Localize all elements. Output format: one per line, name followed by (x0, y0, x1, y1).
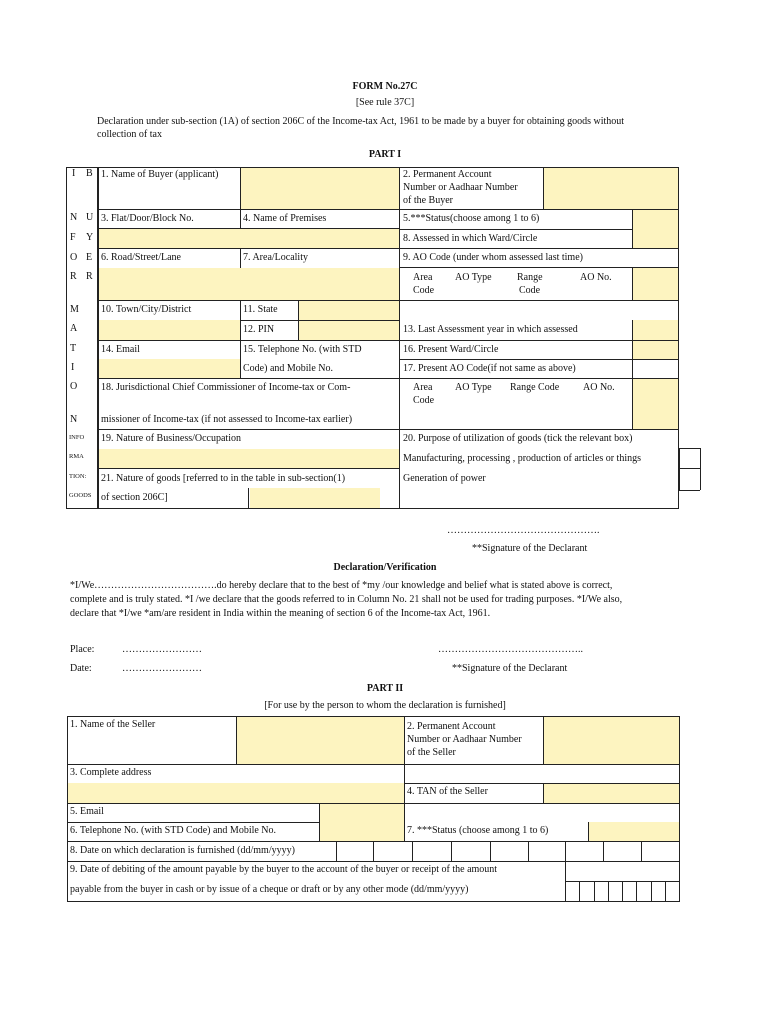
status-label: 5.***Status(choose among 1 to 6) (403, 213, 540, 224)
table-rule-line (240, 320, 399, 321)
table-rule-line (240, 300, 241, 340)
table-rule-line (298, 300, 299, 340)
present-ao-type-header: AO Type (455, 382, 492, 393)
state-label: 11. State (243, 304, 278, 315)
table-rule-line (67, 861, 680, 862)
side-label: O (70, 252, 78, 263)
side-label: TION: (69, 473, 87, 480)
premises-label: 4. Name of Premises (243, 213, 327, 224)
table-rule-line (632, 378, 633, 429)
table-rule-line (579, 881, 580, 902)
table-rule-line (622, 881, 623, 902)
telephone-label-line2: Code) and Mobile No. (243, 363, 333, 374)
telephone-label-line1: 15. Telephone No. (with STD (243, 344, 362, 355)
buyer-pan-label-line1: 2. Permanent Account (403, 169, 492, 180)
table-rule-line (67, 764, 680, 765)
present-ao-code-header: Code (413, 395, 435, 406)
ao-code-header: Code (413, 285, 435, 296)
present-ao-no-header: AO No. (583, 382, 615, 393)
table-rule-line (373, 841, 374, 861)
table-rule-line (240, 340, 241, 379)
place-field[interactable]: …………………… (122, 644, 202, 655)
table-rule-line (399, 167, 400, 509)
seller-tan-label: 4. TAN of the Seller (407, 786, 488, 797)
table-rule-line (608, 881, 609, 902)
table-rule-line (636, 881, 637, 902)
declaration-intro-line1: Declaration under sub-section (1A) of section 206C of the Income-tax Act, 1961 to be made by a buyer for obtaining goods without (97, 116, 625, 127)
table-rule-line (543, 783, 544, 803)
table-rule-line (632, 209, 633, 249)
present-range-code-header: Range Code (510, 382, 560, 393)
buyer-name-label: 1. Name of Buyer (applicant) (101, 169, 219, 180)
present-ao-label: 17. Present AO Code(if not same as above) (403, 363, 576, 374)
jurisdiction-label-line1: 18. Jurisdictional Chief Commissioner of Income-tax or Com- (101, 382, 351, 393)
seller-pan-label-line3: of the Seller (407, 747, 456, 758)
table-rule-line (98, 300, 679, 301)
debit-date-label-line2: payable from the buyer in cash or by issue of a cheque or draft or by any other mode (dd/mm/yyyy) (70, 884, 469, 895)
table-rule-line (594, 881, 595, 902)
part1-title: PART I (368, 149, 402, 160)
buyer-pan-label-line2: Number or Aadhaar Number (403, 182, 518, 193)
seller-email-label: 5. Email (70, 806, 104, 817)
side-label: M (70, 304, 79, 315)
side-label: I (71, 362, 75, 373)
side-label: GOODS (69, 492, 92, 499)
ao-area-header: Area (413, 272, 433, 283)
present-ao-area-header: Area (413, 382, 433, 393)
debit-date-label-line1: 9. Date of debiting of the amount payable by the buyer to the account of the buyer or receipt of the amount (70, 864, 498, 875)
power-checkbox[interactable] (679, 469, 701, 490)
table-rule-line (588, 822, 589, 841)
table-rule-line (240, 248, 241, 268)
rule-reference: [See rule 37C] (355, 97, 415, 108)
table-rule-line (236, 716, 237, 764)
side-label: O (70, 381, 78, 392)
side-label: A (70, 323, 78, 334)
side-label: U (86, 212, 94, 223)
side-label: R (86, 271, 93, 282)
side-label: R (70, 271, 77, 282)
ao-no-header: AO No. (580, 272, 612, 283)
table-rule-line (399, 229, 632, 230)
side-label: I (72, 168, 76, 179)
table-rule-line (319, 803, 320, 841)
date-field[interactable]: …………………… (122, 663, 202, 674)
town-label: 10. Town/City/District (101, 304, 192, 315)
table-rule-line (632, 267, 633, 300)
road-label: 6. Road/Street/Lane (101, 252, 181, 263)
table-rule-line (679, 490, 700, 491)
purpose-label: 20. Purpose of utilization of goods (tick the relevant box) (403, 433, 633, 444)
verification-line3: declare that *I/we *am/are resident in India within the meaning of section 6 of the Income-tax Act, 1961. (70, 608, 491, 619)
table-rule-line (240, 167, 241, 209)
place-label: Place: (70, 644, 95, 655)
table-rule-line (412, 841, 413, 861)
table-rule-line (632, 340, 633, 379)
part2-title: PART II (366, 683, 404, 694)
table-rule-line (528, 841, 529, 861)
declaration-date-label: 8. Date on which declaration is furnished (dd/mm/yyyy) (70, 845, 295, 856)
goods-label-line1: 21. Nature of goods [referred to in the table in sub-section(1) (101, 473, 346, 484)
goods-label-line2: of section 206C] (101, 492, 168, 503)
table-rule-line (641, 841, 642, 861)
table-rule-line (651, 881, 652, 902)
table-rule-line (632, 320, 633, 341)
range-code-header: Code (519, 285, 541, 296)
table-rule-line (565, 841, 566, 861)
table-rule-line (98, 468, 399, 469)
table-rule-line (240, 209, 241, 228)
table-rule-line (603, 841, 604, 861)
signature-label-1: **Signature of the Declarant (472, 543, 588, 554)
table-rule-line (399, 267, 679, 268)
buyer-pan-label-line3: of the Buyer (403, 195, 453, 206)
assessment-year-label: 13. Last Assessment year in which assessed (403, 324, 578, 335)
email-label: 14. Email (101, 344, 140, 355)
purpose-option-manufacturing: Manufacturing, processing , production of articles or things (403, 453, 641, 464)
present-ward-label: 16. Present Ward/Circle (403, 344, 499, 355)
signature-dots-2: …………………………………….. (438, 644, 583, 655)
seller-address-label: 3. Complete address (70, 767, 152, 778)
side-label: F (70, 232, 76, 243)
table-rule-line (399, 359, 679, 360)
verification-line1: *I/We……………………………….do hereby declare that to the best of *my /our knowledge and belief what is stated above is correct, (70, 580, 613, 591)
side-label: T (70, 343, 77, 354)
side-label: B (86, 168, 93, 179)
side-label: Y (86, 232, 94, 243)
ao-type-header: AO Type (455, 272, 492, 283)
signature-label-2: **Signature of the Declarant (452, 663, 568, 674)
part2-subtitle: [For use by the person to whom the declaration is furnished] (264, 700, 506, 711)
range-header: Range (517, 272, 543, 283)
table-rule-line (248, 488, 249, 509)
pin-label: 12. PIN (243, 324, 275, 335)
table-rule-line (98, 378, 679, 379)
declaration-intro-line2: collection of tax (97, 129, 162, 140)
table-rule-line (98, 209, 679, 210)
table-rule-line (404, 783, 680, 784)
seller-telephone-label: 6. Telephone No. (with STD Code) and Mobile No. (70, 825, 277, 836)
table-rule-line (451, 841, 452, 861)
table-rule-line (336, 841, 337, 861)
verification-line2: complete and is truly stated. *I /we declare that the goods referred to in Column No. 21 shall not be used for trading purposes. *I/We also, (70, 594, 623, 605)
table-rule-line (98, 340, 679, 341)
manufacturing-checkbox[interactable] (679, 448, 701, 469)
area-label: 7. Area/Locality (243, 252, 308, 263)
table-rule-line (98, 429, 679, 430)
verification-title: Declaration/Verification (333, 562, 437, 573)
table-rule-line (67, 803, 680, 804)
date-label: Date: (70, 663, 92, 674)
business-label: 19. Nature of Business/Occupation (101, 433, 241, 444)
table-rule-line (67, 822, 320, 823)
side-label: E (86, 252, 93, 263)
table-rule-line (543, 716, 544, 764)
signature-dots-1: ………………………………………. (447, 525, 600, 536)
table-rule-line (98, 248, 679, 249)
table-rule-line (565, 861, 566, 902)
seller-name-label: 1. Name of the Seller (70, 719, 156, 730)
purpose-option-power: Generation of power (403, 473, 486, 484)
seller-pan-label-line1: 2. Permanent Account (407, 721, 496, 732)
side-label: N (70, 414, 78, 425)
table-rule-line (543, 167, 544, 209)
side-label: RMA (69, 453, 84, 460)
ao-code-label: 9. AO Code (under whom assessed last time) (403, 252, 583, 263)
table-rule-line (665, 881, 666, 902)
side-label: INFO (69, 434, 85, 441)
form-number: FORM No.27C (352, 81, 418, 92)
table-rule-line (490, 841, 491, 861)
seller-pan-label-line2: Number or Aadhaar Number (407, 734, 522, 745)
jurisdiction-label-line2: missioner of Income-tax (if not assessed to Income-tax earlier) (101, 414, 353, 425)
side-label: N (70, 212, 78, 223)
seller-status-label: 7. ***Status (choose among 1 to 6) (407, 825, 549, 836)
table-rule-line (404, 716, 405, 841)
ward-label: 8. Assessed in which Ward/Circle (403, 233, 538, 244)
table-rule-line (98, 228, 399, 229)
flat-label: 3. Flat/Door/Block No. (101, 213, 194, 224)
